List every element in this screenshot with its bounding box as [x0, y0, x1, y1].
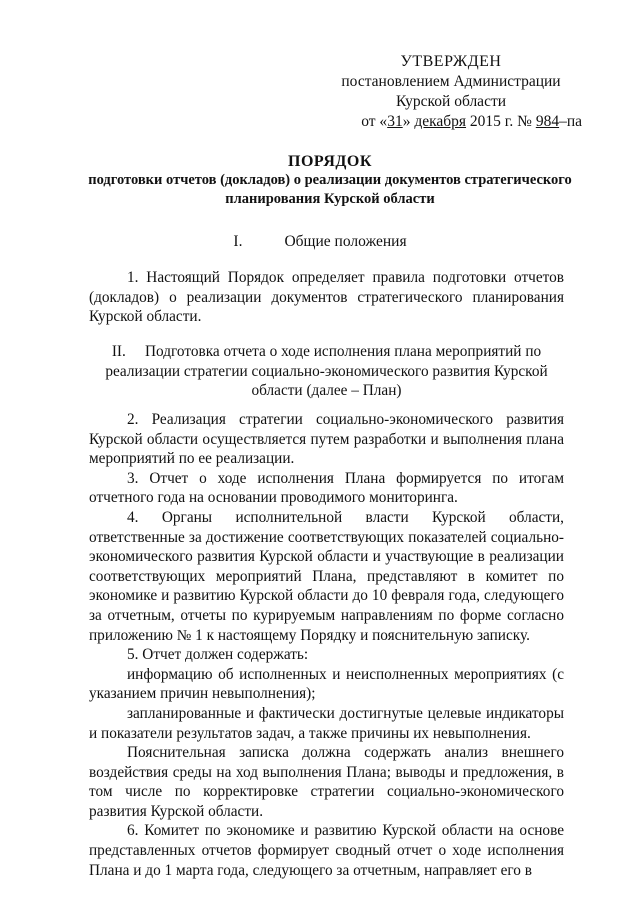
date-year: 2015 г. № [466, 113, 536, 130]
date-day: 31 [387, 113, 403, 130]
approval-region: Курской области [395, 93, 507, 110]
title-subtitle: подготовки отчетов (докладов) о реализации документов стратегического планирования Курской области [88, 172, 572, 207]
section-1-body [89, 268, 564, 327]
decree-suffix: –па [559, 113, 582, 130]
paragraph: 3. Отчет о ходе исполнения Плана формируется по итогам отчетного года на основании проводимого мониторинга. [89, 469, 564, 507]
decree-number: 984 [535, 113, 560, 130]
document-title [60, 152, 600, 209]
section-2-body [89, 410, 564, 880]
date-prefix: от « [361, 113, 388, 130]
paragraph: 4. Органы исполнительной власти Курской области, ответственные за достижение соответствующих показателей социально-экономического развития Курской области и участвующие в реализации соответствующих мероприятий Плана, представляют в комитет по экономике и развитию Курской области до 10 февраля года, следующего за отчетным, отчеты по курируемым направлениям по форме согласно приложению № 1 к настоящему Порядку и пояснительную записку. [89, 508, 564, 644]
approval-stamp [320, 52, 582, 132]
approval-authority: постановлением Администрации [341, 73, 561, 90]
section-1-title: Общие положения [284, 233, 407, 250]
date-mid: » [402, 113, 415, 130]
paragraph: 1. Настоящий Порядок определяет правила подготовки отчетов (докладов) о реализации документов стратегического планирования Курской области. [89, 269, 564, 326]
paragraph: Пояснительная записка должна содержать анализ внешнего воздействия среды на ход выполнения Плана; выводы и предложения, в том числе по корректировке стратегии социально-экономического развития Курской области. [89, 744, 564, 820]
approved-label: УТВЕРЖДЕН [400, 53, 502, 70]
approval-date-line [320, 112, 582, 132]
paragraph: информацию об исполненных и неисполненных мероприятиях (с указанием причин невыполнения); [89, 665, 564, 703]
section-2-heading: II. Подготовка отчета о ходе исполнения плана мероприятий по реализации стратегии социально-экономического развития Курской области (далее – План) [105, 343, 552, 400]
section-1-number: I. [233, 233, 243, 250]
paragraph: 6. Комитет по экономике и развитию Курской области на основе представленных отчетов формирует сводный отчет о ходе исполнения Плана и до 1 марта года, следующего за отчетным, направляет его в [89, 822, 564, 879]
title-main: ПОРЯДОК [288, 153, 372, 170]
paragraph: 5. Отчет должен содержать: [127, 646, 309, 664]
paragraph: запланированные и фактически достигнутые целевые индикаторы и показатели результатов задач, а также причины их невыполнения. [89, 704, 564, 742]
section-1-heading [0, 233, 640, 251]
date-month: декабря [414, 113, 467, 130]
paragraph: 2. Реализация стратегии социально-экономического развития Курской области осуществляется путем разработки и выполнения плана мероприятий по ее реализации. [89, 411, 564, 468]
